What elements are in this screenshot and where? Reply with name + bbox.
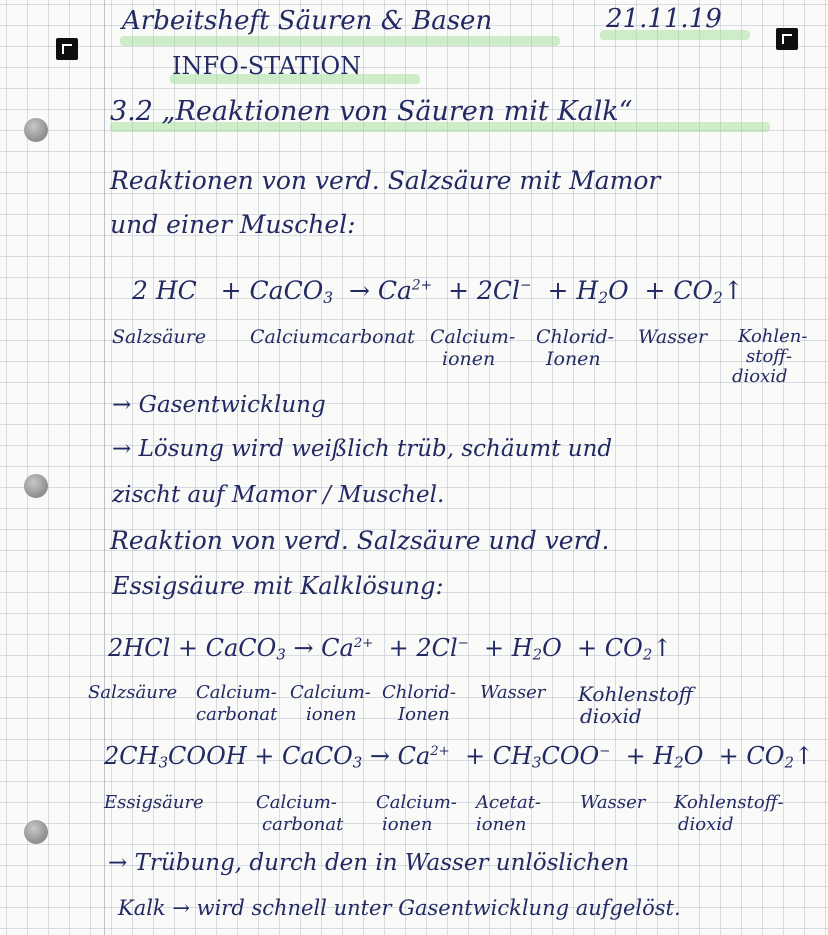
intro-text-1b: und einer Muschel: bbox=[110, 210, 356, 239]
label-chlorid-2a: Chlorid- bbox=[382, 682, 456, 703]
note-kalk: Kalk → wird schnell unter Gasentwicklung aufgelöst. bbox=[118, 896, 681, 920]
label-co2-3a: Kohlenstoff- bbox=[674, 792, 784, 813]
corner-marker-left bbox=[56, 38, 78, 60]
label-co2-2b: dioxid bbox=[580, 704, 642, 728]
punch-hole-2 bbox=[24, 474, 48, 498]
label-chlorid-2b: Ionen bbox=[398, 704, 450, 725]
label-acetat-3b: ionen bbox=[476, 814, 527, 835]
title-highlight bbox=[120, 36, 560, 46]
label-acetat-3a: Acetat- bbox=[476, 792, 542, 813]
equation-1: 2 HC + CaCO$_3$ → $Ca^{2+} + 2Cl^- + H_2O$ + $CO_2↑$ bbox=[132, 276, 744, 307]
label-calcium-carbonat-2b: carbonat bbox=[196, 704, 278, 725]
punch-hole-3 bbox=[24, 820, 48, 844]
label-wasser-3: Wasser bbox=[580, 792, 646, 813]
label-calciumcarbonat-1: Calciumcarbonat bbox=[250, 326, 415, 348]
intro-text-2b: Essigsäure mit Kalklösung: bbox=[112, 572, 444, 600]
label-calcium-ionen-3b: ionen bbox=[382, 814, 433, 835]
label-calcium-carbonat-3a: Calcium- bbox=[256, 792, 337, 813]
punch-hole-1 bbox=[24, 118, 48, 142]
label-co2-2a: Kohlenstoff bbox=[578, 682, 693, 706]
corner-marker-right bbox=[776, 28, 798, 50]
label-calcium-carbonat-2a: Calcium- bbox=[196, 682, 277, 703]
label-co2-1a: Kohlen- bbox=[738, 326, 808, 347]
label-wasser-2: Wasser bbox=[480, 682, 546, 703]
label-chlorid-1a: Chlorid- bbox=[536, 326, 615, 348]
label-salzsaeure-2: Salzsäure bbox=[88, 682, 178, 703]
label-calcium-carbonat-3b: carbonat bbox=[262, 814, 344, 835]
note-loesung: → Lösung wird weißlich trüb, schäumt und bbox=[112, 436, 613, 462]
equation-2: 2HCl + CaCO$_3$ → $Ca^{2+} + 2Cl^- + H_2O$ + $CO_2↑$ bbox=[108, 634, 673, 664]
label-calcium-1a: Calcium- bbox=[430, 326, 516, 348]
equation-3: $2CH_3COOH$ + CaCO$_3$ → $Ca^{2+} + CH_3COO^- + H_2O$ + $CO_2↑$ bbox=[104, 742, 815, 772]
label-co2-1c: dioxid bbox=[732, 366, 788, 387]
label-chlorid-1b: Ionen bbox=[546, 348, 601, 370]
label-calcium-ionen-3a: Calcium- bbox=[376, 792, 457, 813]
intro-text-1a: Reaktionen von verd. Salzsäure mit Mamor bbox=[110, 166, 661, 195]
label-calcium-ionen-2b: ionen bbox=[306, 704, 357, 725]
label-wasser-1: Wasser bbox=[638, 326, 708, 348]
section-heading: 3.2 „Reaktionen von Säuren mit Kalk“ bbox=[110, 96, 633, 127]
label-co2-3b: dioxid bbox=[678, 814, 734, 835]
label-co2-1b: stoff- bbox=[746, 346, 793, 367]
page-title: Arbeitsheft Säuren & Basen bbox=[122, 6, 493, 36]
station-label: INFO-STATION bbox=[172, 52, 362, 80]
note-truebung: → Trübung, durch den in Wasser unlöslichen bbox=[108, 850, 630, 876]
intro-text-2a: Reaktion von verd. Salzsäure und verd. bbox=[110, 526, 610, 555]
label-calcium-1b: ionen bbox=[442, 348, 496, 370]
label-salzsaeure-1: Salzsäure bbox=[112, 326, 207, 348]
note-gasentwicklung: → Gasentwicklung bbox=[112, 392, 326, 418]
label-essigsaeure-3: Essigsäure bbox=[104, 792, 204, 813]
label-calcium-ionen-2a: Calcium- bbox=[290, 682, 371, 703]
page-date: 21.11.19 bbox=[606, 4, 722, 34]
note-zischt: zischt auf Mamor / Muschel. bbox=[112, 482, 445, 508]
